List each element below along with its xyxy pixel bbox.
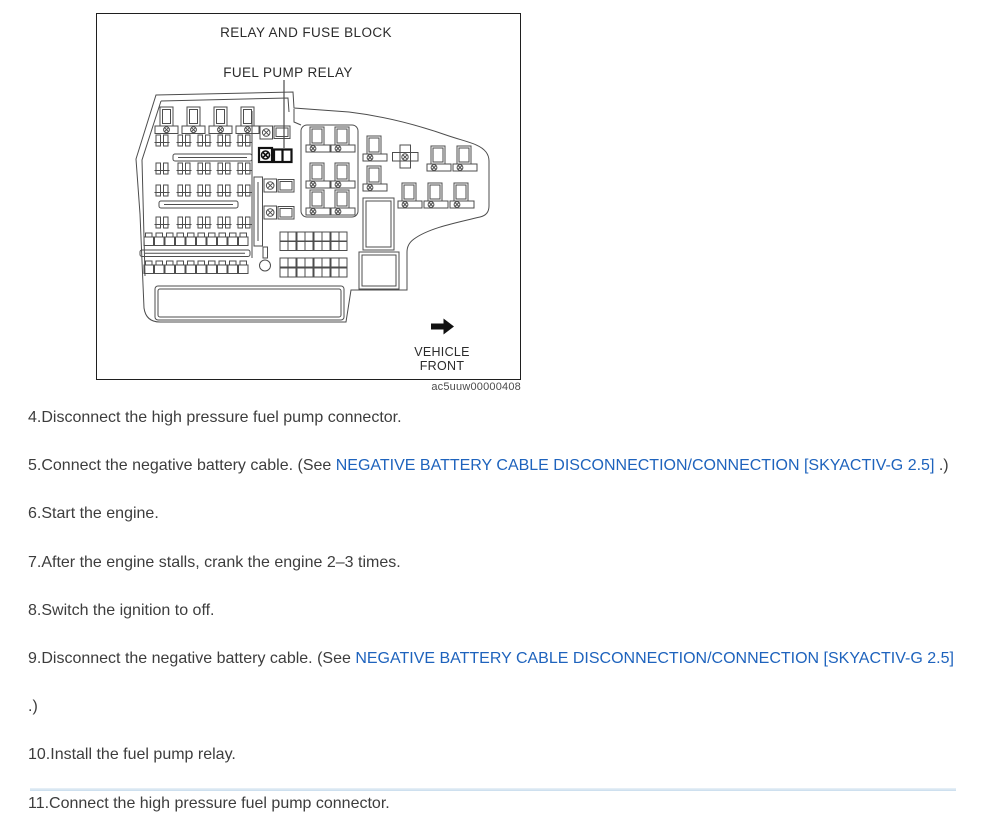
step-link-negative-battery-cable[interactable]: NEGATIVE BATTERY CABLE DISCONNECTION/CONNECTION [SKYACTIV-G 2.5] — [335, 457, 935, 475]
step-item-7 — [28, 539, 958, 587]
diagram-title: RELAY AND FUSE BLOCK — [220, 25, 392, 40]
figure-caption: ac5uuw00000408 — [431, 381, 521, 393]
step-item-5 — [28, 442, 958, 490]
fuse-block-diagram — [97, 14, 520, 379]
right-relay-groups — [398, 146, 477, 208]
bottom-middle-fuse-grids — [280, 232, 347, 277]
right-middle-relay-bank — [301, 125, 358, 217]
relay-fuse-block-figure — [96, 13, 521, 380]
bottom-divider — [30, 788, 956, 791]
cross-connector — [393, 145, 419, 168]
procedure-steps — [28, 394, 958, 828]
step-text: 6.Start the engine. — [28, 505, 159, 523]
left-fuse-grid — [155, 135, 252, 228]
step-item-10 — [28, 731, 958, 779]
step-link-negative-battery-cable[interactable]: NEGATIVE BATTERY CABLE DISCONNECTION/CONNECTION [SKYACTIV-G 2.5] — [355, 650, 954, 668]
step-text: 4.Disconnect the high pressure fuel pump connector. — [28, 409, 402, 426]
fuel-pump-relay-label: FUEL PUMP RELAY — [223, 65, 353, 80]
step-item-6 — [28, 490, 958, 538]
step-item-9 — [28, 635, 958, 731]
bottom-left-fuse-rows — [140, 233, 250, 274]
vehicle-front-arrow-icon — [431, 319, 454, 335]
fuse-box-drawing — [136, 80, 489, 322]
vehicle-front-label-line2: FRONT — [419, 359, 465, 373]
step-item-8 — [28, 587, 958, 635]
step-text: 8.Switch the ignition to off. — [28, 601, 215, 619]
step-text: 10.Install the fuel pump relay. — [28, 746, 236, 764]
top-relay-row — [155, 107, 259, 134]
step-item-4 — [28, 394, 958, 442]
step-text: 5.Connect the negative battery cable. (See — [28, 457, 336, 475]
vehicle-front-label-line1: VEHICLE — [414, 345, 470, 359]
step-item-11 — [28, 780, 958, 828]
step-suffix: .) — [28, 650, 959, 716]
step-suffix: .) — [934, 457, 949, 475]
step-text: 9.Disconnect the negative battery cable. (See — [28, 650, 356, 668]
step-text: 11.Connect the high pressure fuel pump connector. — [28, 794, 390, 812]
fuel-pump-relay-highlight — [259, 148, 292, 162]
step-text: 7.After the engine stalls, crank the engine 2–3 times. — [28, 553, 401, 571]
